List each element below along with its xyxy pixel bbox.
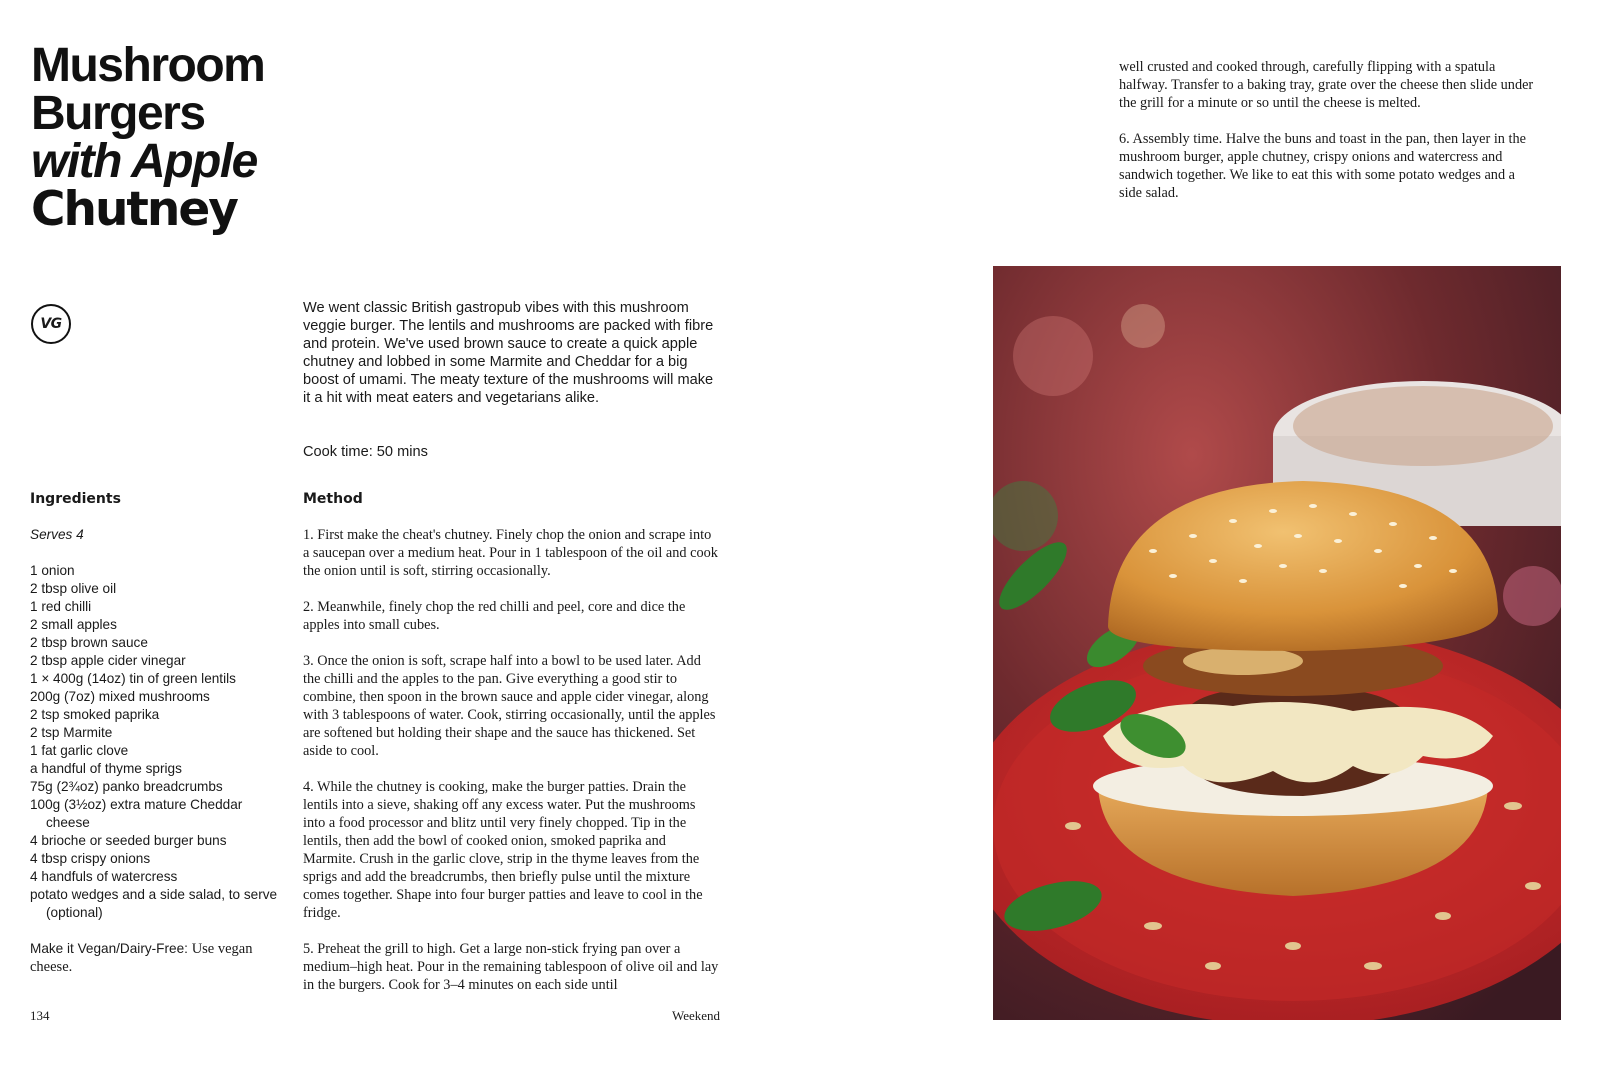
method-heading: Method — [303, 491, 363, 507]
ingredient-item: 4 handfuls of watercress — [30, 869, 178, 884]
method-steps — [303, 526, 721, 1012]
ingredients-list — [30, 562, 280, 922]
bokeh-blob — [1503, 566, 1561, 626]
ingredient-item: 75g (2¾oz) panko breadcrumbs — [30, 779, 223, 794]
right-page — [800, 0, 1600, 1067]
method-steps-continued — [1119, 58, 1539, 220]
ingredient-item: 4 brioche or seeded burger buns — [30, 833, 227, 848]
bowl-sauce — [1293, 386, 1553, 466]
method-step: 2. Meanwhile, finely chop the red chilli and peel, core and dice the apples into small cubes. — [303, 599, 686, 633]
method-step: 4. While the chutney is cooking, make the burger patties. Drain the lentils into a sieve, shaking off any excess water. Put the mushrooms into a food processor and blitz until very finely chopped. Tip in the lentils, then add the bowl of cooked onion, smoked paprika and Marmite. Crush in the garlic clove, strip in the thyme leaves from the sprigs and add the breadcrumbs, then briefly pulse until the mixture comes together. Shape into four burger patties and leave to cool in the fridge. — [303, 779, 703, 921]
ingredient-item: 2 tsp Marmite — [30, 725, 113, 740]
ingredient-item: 100g (3½oz) extra mature Cheddar cheese — [30, 797, 243, 830]
cook-time: Cook time: 50 mins — [303, 444, 428, 460]
ingredient-item: 2 small apples — [30, 617, 117, 632]
method-step: 5. Preheat the grill to high. Get a large non-stick frying pan over a medium–high heat. Pour in the remaining tablespoon of olive oil and lay in the burgers. Cook for 3–4 minutes on each side until — [303, 941, 719, 993]
bokeh-blob — [1121, 304, 1165, 348]
method-step: 6. Assembly time. Halve the buns and toast in the pan, then layer in the mushroom burger, apple chutney, crispy onions and watercress and sandwich together. We like to eat this with some potato wedges and a side salad. — [1119, 131, 1526, 201]
recipe-title — [31, 39, 265, 237]
ingredient-item: a handful of thyme sprigs — [30, 761, 182, 776]
title-line-4: Chutney — [31, 182, 237, 237]
title-line-2: Burgers — [31, 87, 205, 140]
vegan-note-label: Make it Vegan/Dairy-Free: — [30, 941, 188, 956]
page-number: 134 — [30, 1008, 50, 1023]
burger-photo — [993, 266, 1561, 1020]
title-line-1: Mushroom — [31, 39, 265, 92]
bokeh-blob — [1013, 316, 1093, 396]
ingredient-item: 200g (7oz) mixed mushrooms — [30, 689, 210, 704]
section-name: Weekend — [672, 1008, 721, 1023]
ingredient-item: potato wedges and a side salad, to serve (optional) — [30, 887, 278, 920]
ingredient-item: 1 fat garlic clove — [30, 743, 129, 758]
method-step: 1. First make the cheat's chutney. Finely chop the onion and scrape into a saucepan over a medium heat. Pour in 1 tablespoon of the oil and cook the onion until is soft, stirring occasionally. — [303, 527, 718, 579]
crispy-onions — [1183, 647, 1303, 675]
vegan-badge-icon: VG — [31, 304, 71, 344]
burger-illustration — [993, 266, 1561, 1020]
vegan-note — [30, 940, 280, 976]
title-line-3: with Apple — [31, 135, 257, 188]
ingredient-item: 4 tbsp crispy onions — [30, 851, 151, 866]
recipe-intro: We went classic British gastropub vibes with this mushroom veggie burger. The lentils and mushrooms are packed with fibre and protein. We've used brown sauce to create a quick apple chutney and lobbed in some Marmite and Cheddar for a big boost of umami. The meaty texture of the mushrooms will make it a hit with meat eaters and vegetarians alike. — [303, 300, 714, 406]
ingredient-item: 2 tsp smoked paprika — [30, 707, 160, 722]
ingredient-item: 1 red chilli — [30, 599, 92, 614]
ingredient-item: 2 tbsp olive oil — [30, 581, 117, 596]
serves: Serves 4 — [30, 527, 84, 542]
method-step: well crusted and cooked through, carefully flipping with a spatula halfway. Transfer to a baking tray, grate over the cheese then slide under the grill for a minute or so until the cheese is melted. — [1119, 59, 1534, 111]
ingredient-item: 2 tbsp apple cider vinegar — [30, 653, 186, 668]
method-step: 3. Once the onion is soft, scrape half into a bowl to be used later. Add the chilli and the apples to the pan. Give everything a good stir to combine, then spoon in the brown sauce and apple cider vinegar, along with 3 tablespoons of water. Cook, stirring occasionally, until the apples are softened but holding their shape and the sauce has thickened. Set aside to cool. — [303, 653, 716, 759]
ingredient-item: 1 onion — [30, 563, 75, 578]
ingredient-item: 1 × 400g (14oz) tin of green lentils — [30, 671, 236, 686]
ingredients-heading: Ingredients — [30, 491, 121, 507]
ingredient-item: 2 tbsp brown sauce — [30, 635, 148, 650]
vegan-note-text: Use vegan cheese. — [30, 941, 253, 975]
